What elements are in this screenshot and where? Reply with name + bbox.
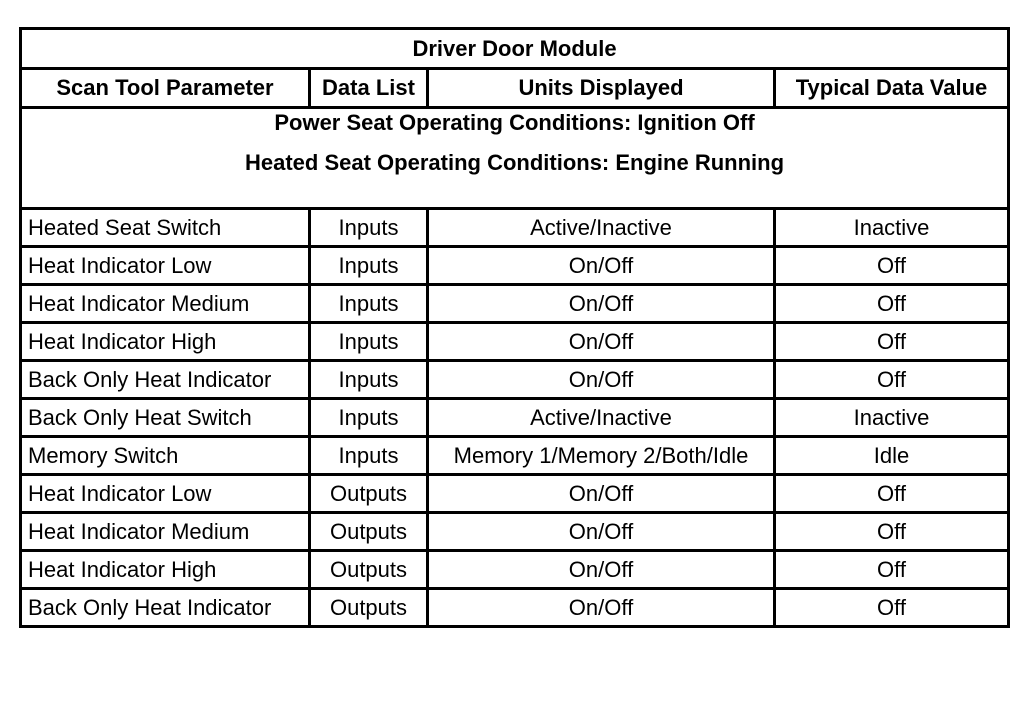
table-row [21, 399, 1009, 437]
cell-data-list: Inputs [310, 323, 428, 361]
operating-conditions [21, 108, 1009, 209]
table-row [21, 437, 1009, 475]
cell-parameter: Back Only Heat Indicator [21, 589, 310, 627]
cell-typical-value: Off [775, 475, 1009, 513]
table-row [21, 247, 1009, 285]
cell-typical-value: Off [775, 513, 1009, 551]
cell-parameter: Heat Indicator High [21, 551, 310, 589]
cell-parameter: Heated Seat Switch [21, 209, 310, 247]
cell-parameter: Heat Indicator Medium [21, 285, 310, 323]
cell-data-list: Outputs [310, 475, 428, 513]
cell-data-list: Outputs [310, 589, 428, 627]
cell-data-list: Inputs [310, 437, 428, 475]
column-header-typical-value: Typical Data Value [775, 69, 1009, 108]
cell-units: On/Off [428, 247, 775, 285]
data-table [19, 27, 1010, 628]
table-row [21, 323, 1009, 361]
table-row [21, 589, 1009, 627]
cell-data-list: Inputs [310, 361, 428, 399]
cell-units: On/Off [428, 323, 775, 361]
cell-data-list: Outputs [310, 551, 428, 589]
table-header-row [21, 69, 1009, 108]
table-row [21, 513, 1009, 551]
table-title-row [21, 29, 1009, 69]
cell-parameter: Memory Switch [21, 437, 310, 475]
cell-units: On/Off [428, 361, 775, 399]
cell-typical-value: Off [775, 551, 1009, 589]
table-row [21, 209, 1009, 247]
cell-typical-value: Off [775, 285, 1009, 323]
cell-parameter: Heat Indicator Medium [21, 513, 310, 551]
cell-units: On/Off [428, 475, 775, 513]
power-seat-conditions: Power Seat Operating Conditions: Ignition Off [274, 110, 755, 135]
cell-data-list: Inputs [310, 247, 428, 285]
cell-typical-value: Off [775, 247, 1009, 285]
table-title: Driver Door Module [21, 29, 1009, 69]
cell-typical-value: Inactive [775, 209, 1009, 247]
cell-units: On/Off [428, 551, 775, 589]
cell-typical-value: Off [775, 323, 1009, 361]
heated-seat-conditions: Heated Seat Operating Conditions: Engine Running [245, 150, 785, 175]
column-header-data-list: Data List [310, 69, 428, 108]
cell-parameter: Heat Indicator Low [21, 247, 310, 285]
cell-parameter: Back Only Heat Indicator [21, 361, 310, 399]
cell-data-list: Inputs [310, 399, 428, 437]
cell-typical-value: Inactive [775, 399, 1009, 437]
cell-typical-value: Idle [775, 437, 1009, 475]
cell-parameter: Back Only Heat Switch [21, 399, 310, 437]
cell-units: Memory 1/Memory 2/Both/Idle [428, 437, 775, 475]
cell-units: On/Off [428, 285, 775, 323]
cell-units: On/Off [428, 589, 775, 627]
table-row [21, 285, 1009, 323]
cell-data-list: Outputs [310, 513, 428, 551]
column-header-units: Units Displayed [428, 69, 775, 108]
cell-data-list: Inputs [310, 209, 428, 247]
cell-typical-value: Off [775, 361, 1009, 399]
cell-parameter: Heat Indicator High [21, 323, 310, 361]
table-row [21, 361, 1009, 399]
cell-units: Active/Inactive [428, 209, 775, 247]
cell-parameter: Heat Indicator Low [21, 475, 310, 513]
table-row [21, 551, 1009, 589]
cell-units: Active/Inactive [428, 399, 775, 437]
cell-typical-value: Off [775, 589, 1009, 627]
cell-units: On/Off [428, 513, 775, 551]
operating-conditions-row [21, 108, 1009, 209]
cell-data-list: Inputs [310, 285, 428, 323]
table-row [21, 475, 1009, 513]
column-header-parameter: Scan Tool Parameter [21, 69, 310, 108]
